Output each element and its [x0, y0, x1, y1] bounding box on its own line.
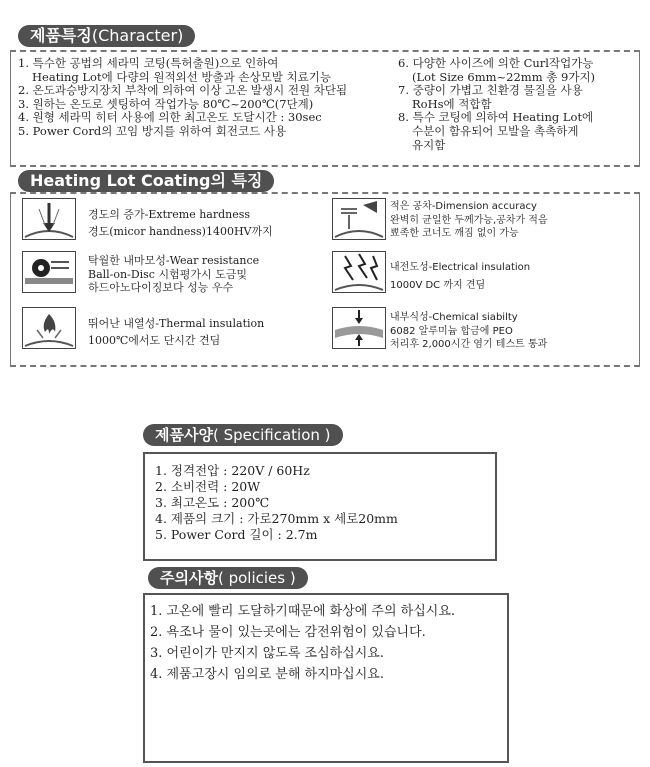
chemical-stability-icon [332, 307, 386, 349]
feature-text [88, 317, 264, 347]
list-item: 유지함 [412, 137, 446, 152]
list-item: 1. 특수한 공법의 세라믹 코팅(특허출원)으로 인하여 [18, 56, 279, 70]
policies-title: 주의사항 [160, 569, 218, 587]
list-item: 8. 특수 코팅에 의하여 Heating Lot에 [398, 110, 594, 125]
feature-text [390, 200, 548, 241]
list-item: 5. Power Cord의 꼬임 방지를 위하여 회전코드 사용 [18, 123, 287, 138]
list-item: 3. 원하는 온도로 셋팅하여 작업가능 80℃~200℃(7단계) [18, 96, 314, 111]
feature-heading: 뛰어난 내열성-Thermal insulation [88, 317, 265, 330]
character-title-sub: (Character) [91, 26, 184, 45]
specification-heading [143, 424, 343, 446]
list-item: 2. 온도과승방지장치 부착에 의하여 이상 고온 발생시 전원 차단됨 [18, 83, 348, 98]
list-item: 1. 정격전압 : 220V / 60Hz [155, 463, 310, 478]
character-heading [18, 25, 195, 47]
list-item: Heating Lot에 다량의 원적외선 방출과 손상모발 치료기능 [32, 69, 331, 84]
feature-detail: 하드아노다이징보다 성능 우수 [88, 281, 234, 294]
feature-heading: 내전도성-Electrical insulation [390, 262, 531, 273]
list-item: 4. 제품의 크기 : 가로270mm x 세로20mm [155, 511, 398, 526]
character-left-list [18, 57, 347, 139]
list-item: 4. 제품고장시 임의로 분해 하지마십시요. [150, 667, 384, 682]
feature-detail: 6082 알루미늄 합금에 PEO [390, 325, 513, 337]
policies-title-sub: ( policies ) [217, 569, 296, 587]
specification-title: 제품사양 [155, 426, 213, 444]
feature-detail: Ball-on-Disc 시험평가시 도금및 [88, 267, 247, 281]
coating-title: Heating Lot Coating의 특징 [30, 171, 263, 190]
hardness-icon [22, 198, 76, 240]
coating-heading [18, 170, 274, 192]
list-item: 1. 고온에 빨리 도달하기때문에 화상에 주의 하십시요. [150, 604, 456, 619]
feature-text [390, 261, 530, 292]
feature-text [390, 311, 547, 352]
feature-text [88, 208, 273, 238]
feature-heading: 내부식성-Chemical siabilty [390, 312, 518, 323]
feature-heading: 탁월한 내마모성-Wear resistance [88, 254, 260, 267]
list-item: RoHs에 적합함 [412, 96, 492, 111]
feature-detail: 1000℃에서도 단시간 견딤 [88, 333, 221, 347]
list-item: 4. 원형 세라믹 히터 사용에 의한 최고온도 도달시간 : 30sec [18, 110, 322, 125]
policies-heading [148, 567, 308, 589]
dimension-accuracy-icon [332, 198, 386, 240]
policies-list [150, 601, 455, 685]
list-item: 3. 최고온도 : 200℃ [155, 495, 270, 510]
feature-heading: 경도의 증가-Extreme hardness [88, 208, 251, 221]
feature-detail: 1000V DC 까지 견딤 [390, 279, 486, 291]
electrical-insulation-icon [332, 251, 386, 293]
feature-detail: 뾰족한 코너도 깨짐 없이 가능 [390, 228, 519, 239]
list-item: 2. 욕조나 물이 있는곳에는 감전위험이 있습니다. [150, 625, 426, 640]
feature-heading: 적은 공차-Dimension accuracy [390, 201, 537, 212]
character-right-list [398, 57, 595, 152]
character-title: 제품특징 [30, 26, 92, 45]
list-item: 7. 중량이 가볍고 친환경 물질을 사용 [398, 83, 583, 98]
wear-resistance-icon [22, 251, 76, 293]
list-item: 3. 어린이가 만지지 않도록 조심하십시요. [150, 646, 384, 661]
feature-detail: 경도(micor handness)1400HV까지 [88, 224, 273, 238]
thermal-insulation-icon [22, 307, 76, 349]
specification-title-sub: ( Specification ) [212, 426, 331, 444]
specification-list [155, 463, 398, 543]
feature-detail: 처리후 2,000시간 염기 테스트 통과 [390, 339, 548, 350]
feature-detail: 완벽히 균일한 두께가능,공차가 적음 [390, 214, 548, 226]
list-item: (Lot Size 6mm~22mm 총 9가지) [412, 69, 596, 84]
list-item: 수분이 함유되어 모발을 촉촉하게 [412, 123, 579, 138]
list-item: 6. 다양한 사이즈에 의한 Curl작업가능 [398, 56, 594, 70]
list-item: 5. Power Cord 길이 : 2.7m [155, 527, 318, 542]
list-item: 2. 소비전력 : 20W [155, 479, 261, 494]
feature-text [88, 254, 259, 295]
